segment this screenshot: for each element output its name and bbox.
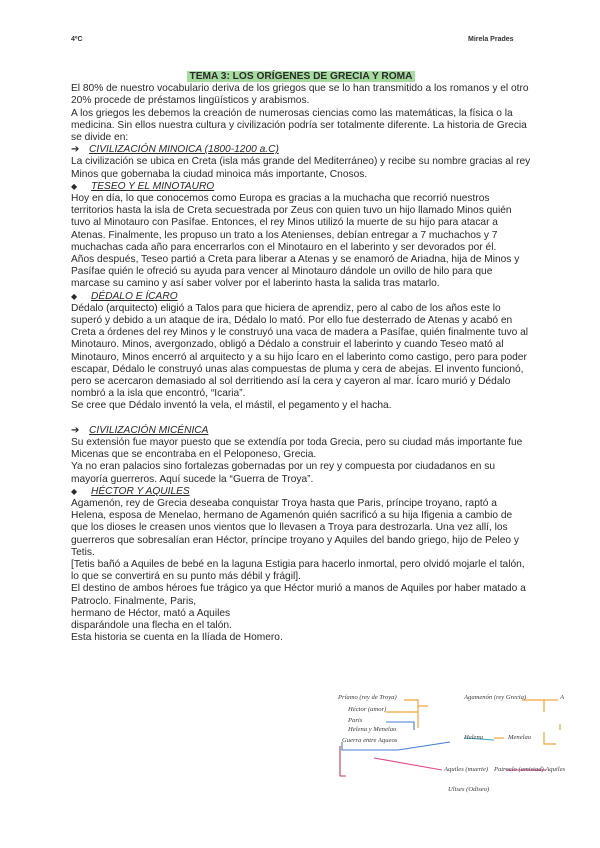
micenica-text-2: Ya no eran palacios sino fortalezas gobernadas por un rey y compuesta por ciudadanos en su mayoría guerreros. Aquí sucede la “Guerra de Troya”. — [71, 461, 495, 485]
hector-line-6: Esta historia se cuenta en la Ilíada de Homero. — [71, 632, 283, 644]
teseo-paragraph-1: Hoy en día, lo que conocemos como Europa es gracias a la muchacha que recorrió nuestros territorios hasta la isla de Creta secuestrada por Zeus con quien tuvo un hijo llamado Minos quién tuvo al Minotauro con Pasífae. Entonces, el rey Minos utilizó la muerte de su hijo para atacar a Atenas. Finalmente, les propuso un trato a los Atenienses, debían entregar a 7 muchachos y 7 muchachas cada año para encerrarlos con el Minotauro en el laberinto y ser devorados por él. — [71, 193, 512, 253]
hector-line-4: hermano de Héctor, mató a Aquiles — [71, 607, 231, 619]
diamond-bullet-icon: ◆ — [71, 486, 78, 496]
subheading-teseo: ◆ TESEO Y EL MINOTAURO — [71, 180, 215, 192]
subheading-hector: ◆ HÉCTOR Y AQUILES — [71, 485, 190, 497]
diagram-label: Agamenón (rey Grecia) — [464, 694, 527, 701]
hector-paragraph-1: Agamenón, rey de Grecia deseaba conquistar Troya hasta que Paris, príncipe troyano, raptó a Helena, esposa de Menelao, hermano de Agamenón quién sacrificó a su hija Ifigenia a cambio de que los dioses le creasen unos vientos que lo llevasen a Troya para destrozarla. Una vez allí, los guerreros que sobresalían eran Héctor, príncipe troyano y Aquiles del bando griego, hijo de Peleo y Tetis. — [71, 497, 519, 558]
arrow-right-icon: ➔ — [71, 424, 80, 436]
orange-connector — [404, 700, 418, 728]
header-class: 4ºC — [71, 36, 83, 43]
diagram-label: Patroclo (amistad) Aquiles — [494, 766, 566, 773]
teseo-paragraph-2: Años después, Teseo partió a Creta para liberar a Atenas y se enamoró de Ariadna, hija de Minos y Pasífae quién le ofreció su ayuda para vencer al Minotauro dándole un ovillo de hilo para que marcase su camino y así saber volver por el laberinto hasta la salida tras matarlo. — [71, 254, 520, 290]
section-heading-micenica: ➔ CIVILIZACIÓN MICÉNICA — [71, 424, 209, 436]
pink-connector — [374, 758, 442, 770]
intro-paragraph-2: A los griegos les debemos la creación de numerosas ciencias como las matemáticas, la física o la medicina. Sin ellos nuestra cultura y civilización podría ser totalmente diferente. La historia de Grecia se divide en: — [71, 107, 527, 144]
diagram-label: Paris — [348, 717, 363, 724]
minoica-text: La civilización se ubica en Creta (isla más grande del Mediterráneo) y recibe su nombre gracias al rey Minos que gobernaba la ciudad minoica más importante, Cnosos. — [71, 156, 531, 180]
diamond-bullet-icon: ◆ — [71, 181, 78, 191]
diagram-label: Menelao — [508, 734, 532, 741]
family-tree-diagram — [334, 694, 598, 840]
dedalo-paragraph-2: Se cree que Dédalo inventó la vela, el mástil, el pegamento y el hacha. — [71, 400, 392, 412]
diagram-label: Helena y Menelao — [348, 726, 397, 733]
hector-paragraph-2: [Tetis bañó a Aquiles de bebé en la laguna Estigia para hacerlo inmortal, pero olvidó mojarle el talón, lo que se convertirá en su punto más débil y frágil]. — [71, 558, 525, 583]
diagram-label: Guerra entre Aqueos — [342, 737, 398, 744]
subheading-dedalo: ◆ DÉDALO E ÍCARO — [71, 290, 178, 302]
diamond-bullet-icon: ◆ — [71, 291, 78, 301]
diagram-label: Ulises (Odiseo) — [448, 786, 490, 793]
section-heading-minoica: ➔ CIVILIZACIÓN MINOICA (1800-1200 a.C) — [71, 144, 279, 156]
blue-connector — [398, 742, 450, 750]
diagram-label: A — [560, 694, 565, 701]
arrow-right-icon: ➔ — [71, 144, 80, 156]
hector-paragraph-3: El destino de ambos héroes fue trágico ya que Héctor murió a manos de Aquiles por haber matado a Patroclo. Finalmente, Paris, — [71, 583, 526, 607]
orange-connector — [522, 700, 544, 712]
page-title: TEMA 3: LOS ORÍGENES DE GRECIA Y ROMA — [189, 71, 413, 82]
orange-connector — [544, 732, 556, 744]
diagram-label: Helena — [464, 734, 484, 741]
hector-line-5: disparándole una flecha en el talón. — [71, 619, 232, 631]
intro-paragraph-1: El 80% de nuestro vocabulario deriva de los griegos que se lo han transmitido a los romanos y el otro 20% procede de préstamos lingüísticos y arabismos. — [71, 83, 529, 107]
document-body — [71, 71, 531, 644]
dedalo-paragraph-1: Dédalo (arquitecto) eligió a Talos para que hiciera de aprendiz, pero al cabo de los años este lo superó y debido a un ataque de ira, Dédalo lo mató. Por ello fue desterrado de Atenas y acabó en Creta a órdenes del rey Minos y le construyó una vaca de madera a Pasífae, quién finalmente tuvo al Minotauro. Minos, avergonzado, obligó a Dédalo a construir el laberinto y cuando Teseo mató al Minotauro, Minos encerró al arquitecto y a su hijo Ícaro en el laberinto como castigo, pero para poder escapar, Dédalo le construyó unas alas compuestas de pluma y cera de abejas. El invento funcionó, pero se acercaron demasiado al sol derritiendo así la cera y cayeron al mar. Ícaro murió y Dédalo nombró a la isla que encontró, “Icaria”. — [71, 302, 528, 400]
diagram-label: Héctor (amor) — [348, 706, 387, 713]
diagram-label: Aquiles (muerte) — [444, 766, 489, 773]
header-author: Mirela Prades — [468, 36, 514, 43]
diagram-label: Príamo (rey de Troya) — [338, 694, 397, 701]
micenica-text-1: Su extensión fue mayor puesto que se extendía por toda Grecia, pero su ciudad más importante fue Micenas que se encontraba en el Peloponeso, Grecia. — [71, 436, 523, 461]
